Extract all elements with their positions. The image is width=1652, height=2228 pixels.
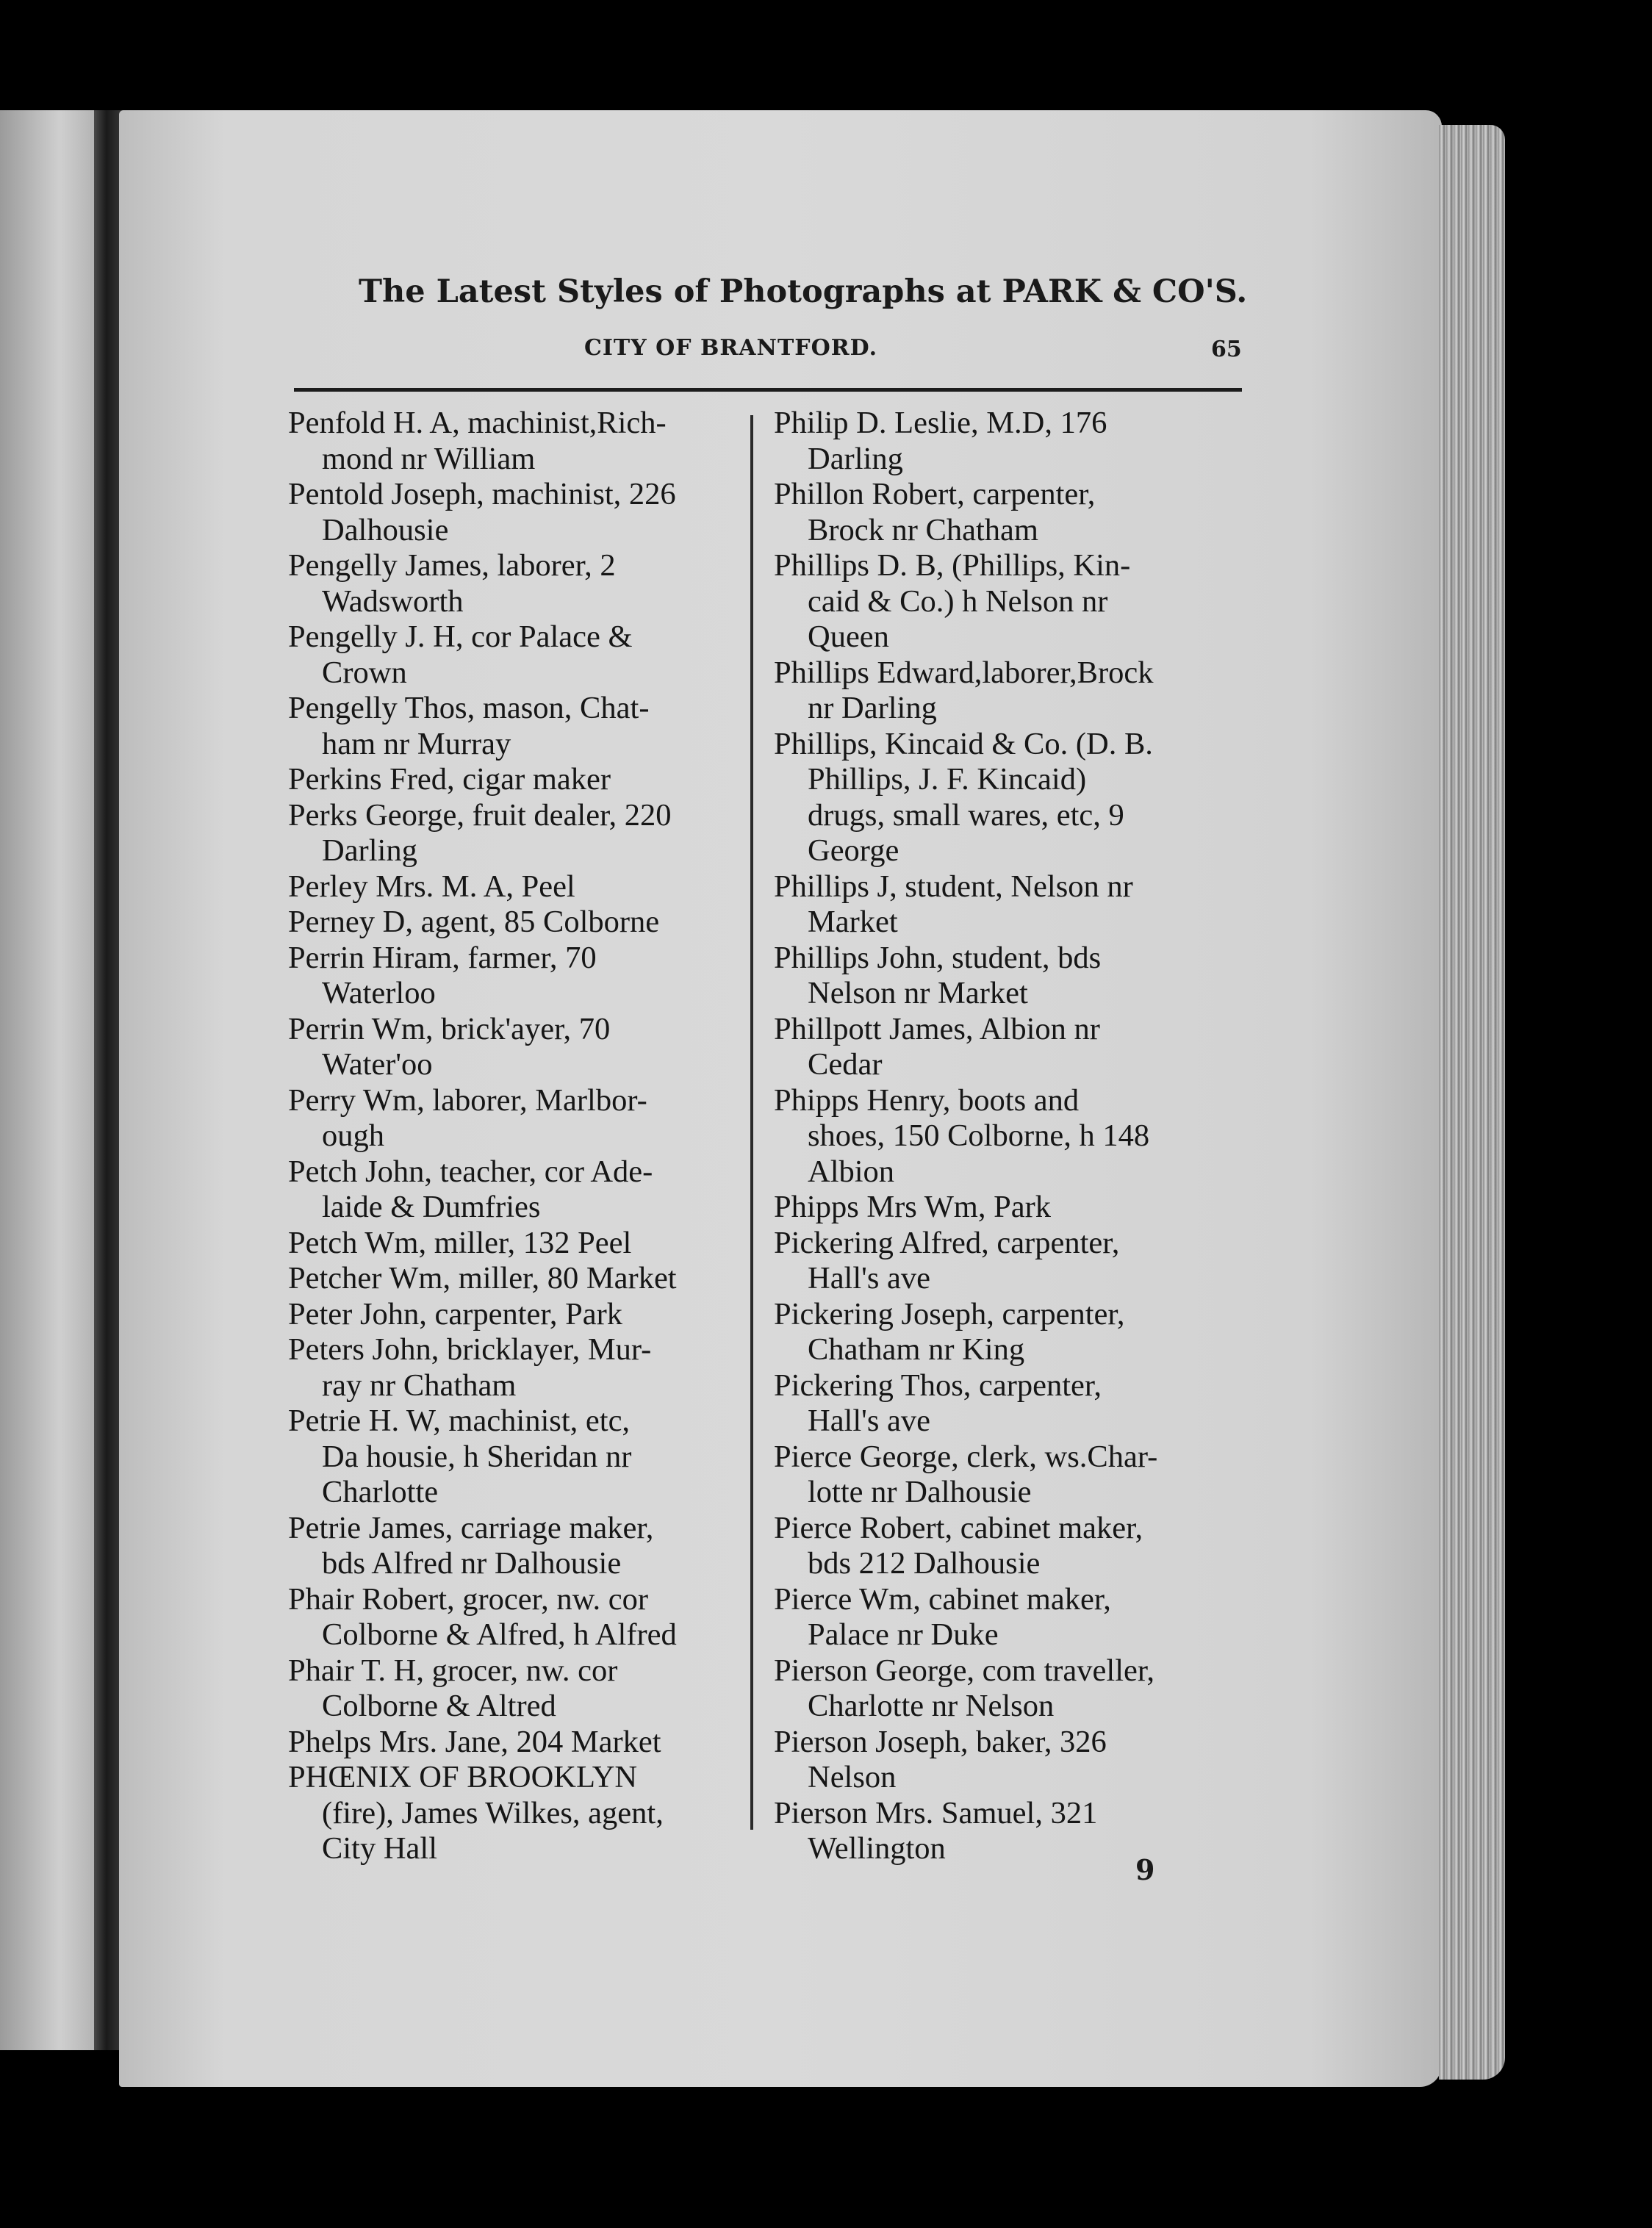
entry-continuation: Brock nr Chatham	[808, 512, 1038, 547]
entry-line: Pierce George, clerk, ws.Char-	[774, 1439, 1158, 1474]
directory-entry	[288, 1154, 738, 1226]
directory-entry	[288, 762, 738, 798]
entry-continuation: Darling	[808, 441, 903, 476]
entry-line: Petrie James, carriage maker,	[288, 1510, 654, 1545]
entry-continuation: Charlotte nr Nelson	[808, 1689, 1055, 1723]
entry-line: Perry Wm, laborer, Marlbor-	[288, 1082, 647, 1118]
entry-line: Peters John, bricklayer, Mur-	[288, 1332, 652, 1367]
directory-entry	[774, 1083, 1233, 1190]
running-head: The Latest Styles of Photographs at PARK & CO'S.	[359, 273, 1248, 310]
entry-continuation: Wadsworth	[322, 583, 464, 619]
directory-entry	[774, 1440, 1233, 1511]
page-edges	[1439, 125, 1505, 2080]
entry-continuation: Crown	[322, 655, 407, 690]
entry-line: Perks George, fruit dealer, 220	[288, 797, 672, 833]
entry-line: Phair Robert, grocer, nw. cor	[288, 1581, 649, 1617]
entry-line: Petch Wm, miller, 132 Peel	[288, 1225, 632, 1260]
directory-entry	[288, 1261, 738, 1297]
entry-continuation: Nelson nr Market	[808, 976, 1028, 1010]
entry-continuation: George	[808, 833, 899, 868]
entry-continuation: Darling	[322, 833, 417, 868]
directory-entry	[774, 477, 1233, 548]
entry-continuation: Water'oo	[322, 1047, 433, 1082]
entry-line: Phair T. H, grocer, nw. cor	[288, 1653, 618, 1688]
entry-line: Philip D. Leslie, M.D, 176	[774, 406, 1107, 440]
left-page-edge	[0, 110, 109, 2050]
directory-entry	[288, 1226, 738, 1262]
entry-line: Perrin Hiram, farmer, 70	[288, 940, 597, 975]
entry-line: Pierson Joseph, baker, 326	[774, 1724, 1107, 1759]
entry-line: Perrin Wm, brick'ayer, 70	[288, 1011, 611, 1046]
directory-entry	[288, 1297, 738, 1333]
entry-continuation: Da housie, h Sheridan nr	[322, 1439, 632, 1474]
directory-entry	[288, 1083, 738, 1154]
directory-entry	[774, 1226, 1233, 1297]
directory-entry	[288, 406, 738, 477]
entry-line: Perkins Fred, cigar maker	[288, 762, 611, 797]
entry-line: Pentold Joseph, machinist, 226	[288, 477, 676, 511]
directory-entry	[288, 1012, 738, 1083]
entry-continuation: Cedar	[808, 1047, 883, 1082]
entry-line: Pierson George, com traveller,	[774, 1653, 1154, 1688]
entry-line: Phillips, Kincaid & Co. (D. B.	[774, 726, 1153, 761]
entry-continuation: Dalhousie	[322, 512, 449, 547]
directory-entry	[288, 691, 738, 762]
directory-entry	[288, 1653, 738, 1725]
entry-line: Phelps Mrs. Jane, 204 Market	[288, 1724, 661, 1759]
entry-continuation: (fire), James Wilkes, agent,	[322, 1795, 664, 1830]
entry-continuation: mond nr William	[322, 441, 536, 476]
entry-continuation: Albion	[808, 1154, 895, 1189]
directory-entry	[288, 548, 738, 619]
entry-line: Pickering Alfred, carpenter,	[774, 1225, 1120, 1260]
directory-entry	[774, 1653, 1233, 1725]
entry-line: Pierce Wm, cabinet maker,	[774, 1581, 1111, 1617]
entry-continuation: Phillips, J. F. Kincaid)	[808, 762, 1087, 797]
directory-entry	[288, 1760, 738, 1867]
entry-continuation: shoes, 150 Colborne, h 148	[808, 1118, 1150, 1153]
entry-continuation: caid & Co.) h Nelson nr	[808, 583, 1108, 619]
entry-continuation: bds Alfred nr Dalhousie	[322, 1546, 622, 1581]
directory-entry	[774, 941, 1233, 1012]
entry-line: Phillips John, student, bds	[774, 940, 1102, 975]
entry-continuation: Waterloo	[322, 976, 436, 1010]
directory-entry	[774, 1511, 1233, 1582]
entry-line: Pickering Joseph, carpenter,	[774, 1296, 1125, 1332]
entry-continuation: Queen	[808, 619, 889, 654]
entry-continuation: ham nr Murray	[322, 726, 511, 761]
entry-continuation: Hall's ave	[808, 1261, 930, 1296]
entry-continuation: Wellington	[808, 1831, 946, 1866]
entry-continuation: Chatham nr King	[808, 1332, 1025, 1367]
directory-entry	[774, 869, 1233, 941]
entry-line: Phillips J, student, Nelson nr	[774, 869, 1133, 904]
right-column	[774, 406, 1233, 1867]
entry-continuation: ray nr Chatham	[322, 1368, 517, 1403]
directory-entry	[288, 905, 738, 941]
entry-line: Pengelly J. H, cor Palace &	[288, 619, 633, 654]
entry-line: PHŒNIX OF BROOKLYN	[288, 1760, 638, 1794]
directory-entry	[774, 406, 1233, 477]
directory-entry	[288, 619, 738, 691]
directory-entry	[774, 1012, 1233, 1083]
directory-entry	[288, 1332, 738, 1404]
entry-continuation: Palace nr Duke	[808, 1617, 999, 1652]
directory-entry	[774, 655, 1233, 727]
entry-line: Pickering Thos, carpenter,	[774, 1368, 1102, 1403]
entry-line: Penfold H. A, machinist,Rich-	[288, 406, 667, 440]
entry-continuation: Colborne & Alfred, h Alfred	[322, 1617, 677, 1652]
directory-entry	[774, 1297, 1233, 1368]
entry-line: Petrie H. W, machinist, etc,	[288, 1404, 631, 1438]
directory-entry	[774, 548, 1233, 655]
header-rule	[294, 388, 1242, 392]
entry-line: Phillon Robert, carpenter,	[774, 477, 1096, 511]
entry-continuation: lotte nr Dalhousie	[808, 1475, 1032, 1509]
directory-entry	[774, 1190, 1233, 1226]
directory-entry	[774, 1725, 1233, 1796]
directory-entry	[774, 1796, 1233, 1867]
entry-line: Phillips D. B, (Phillips, Kin-	[774, 548, 1131, 583]
entry-line: Phillips Edward,laborer,Brock	[774, 655, 1154, 690]
directory-entry	[288, 1404, 738, 1511]
directory-entry	[288, 1511, 738, 1582]
left-column	[288, 406, 738, 1867]
directory-entry	[774, 1582, 1233, 1653]
entry-line: Petcher Wm, miller, 80 Market	[288, 1261, 677, 1296]
entry-line: Pengelly Thos, mason, Chat-	[288, 691, 650, 725]
entry-line: Phipps Henry, boots and	[774, 1082, 1080, 1118]
entry-line: Pierce Robert, cabinet maker,	[774, 1510, 1143, 1545]
directory-entry	[288, 477, 738, 548]
entry-continuation: nr Darling	[808, 691, 937, 725]
directory-entry	[288, 798, 738, 869]
directory-entry	[288, 1725, 738, 1761]
directory-entry	[774, 727, 1233, 869]
entry-continuation: Nelson	[808, 1760, 897, 1794]
entry-line: Peter John, carpenter, Park	[288, 1296, 623, 1332]
entry-continuation: Market	[808, 905, 898, 939]
entry-continuation: Charlotte	[322, 1475, 439, 1509]
entry-line: Petch John, teacher, cor Ade-	[288, 1154, 653, 1189]
entry-line: Pierson Mrs. Samuel, 321	[774, 1795, 1098, 1830]
directory-entry	[774, 1368, 1233, 1440]
entry-continuation: ough	[322, 1118, 384, 1153]
directory-entry	[288, 869, 738, 905]
entry-line: Pengelly James, laborer, 2	[288, 548, 616, 583]
page-number: 65	[1211, 337, 1242, 362]
city-heading: CITY OF BRANTFORD.	[584, 335, 878, 361]
directory-entry	[288, 941, 738, 1012]
entry-line: Phillpott James, Albion nr	[774, 1011, 1100, 1046]
entry-continuation: Colborne & Altred	[322, 1689, 556, 1723]
directory-entry	[288, 1582, 738, 1653]
entry-continuation: drugs, small wares, etc, 9	[808, 797, 1124, 833]
entry-line: Perley Mrs. M. A, Peel	[288, 869, 575, 904]
entry-continuation: laide & Dumfries	[322, 1190, 541, 1224]
entry-line: Perney D, agent, 85 Colborne	[288, 905, 660, 939]
entry-line: Phipps Mrs Wm, Park	[774, 1190, 1052, 1224]
signature-mark: 9	[1135, 1853, 1155, 1886]
entry-continuation: City Hall	[322, 1831, 438, 1866]
entry-continuation: bds 212 Dalhousie	[808, 1546, 1041, 1581]
column-divider	[750, 415, 753, 1830]
entry-continuation: Hall's ave	[808, 1404, 930, 1438]
